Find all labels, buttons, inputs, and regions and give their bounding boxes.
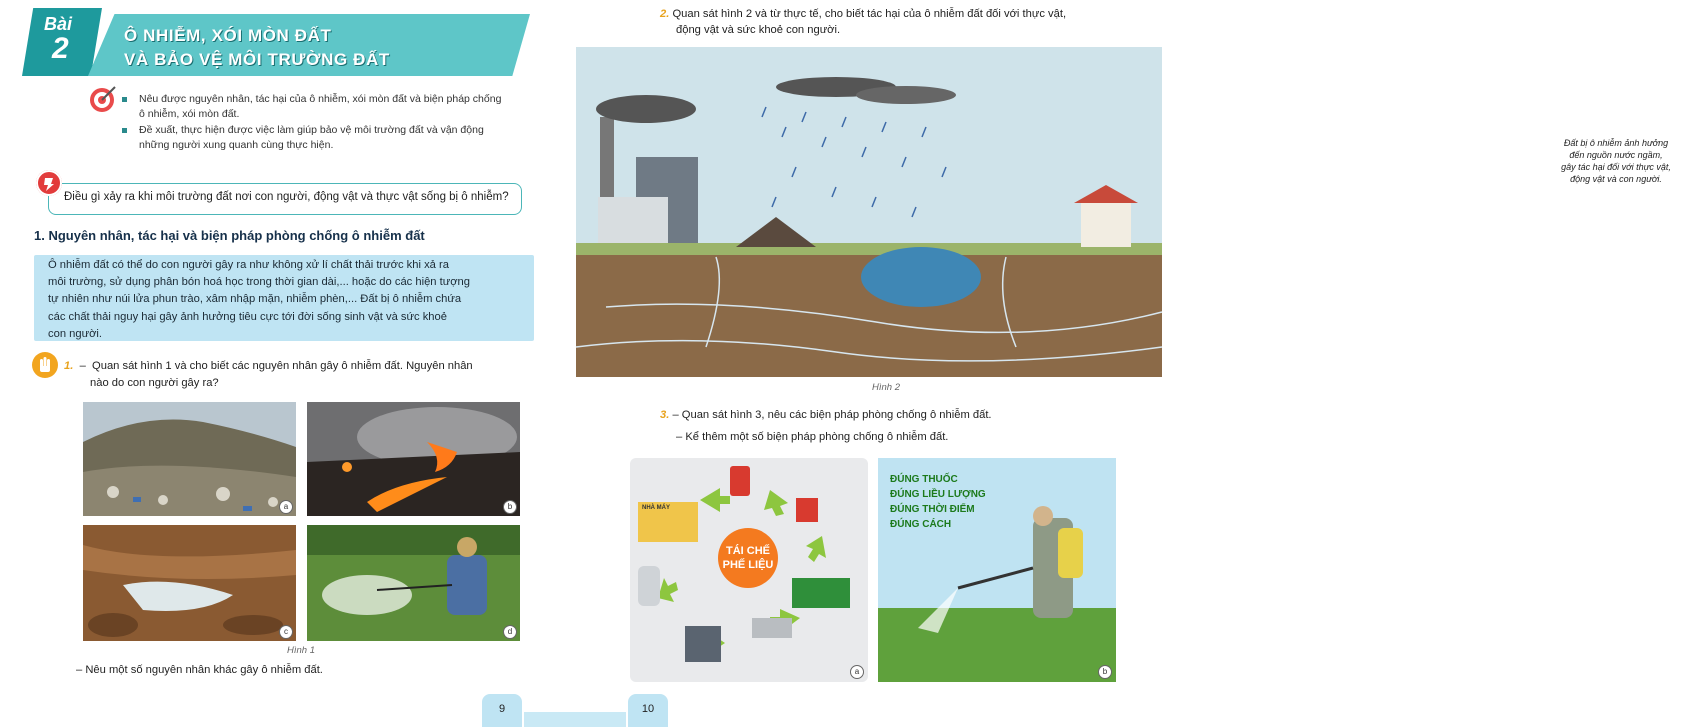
factory-sign: NHÀ MÁY — [642, 505, 670, 511]
section-heading: 1. Nguyên nhân, tác hại và biện pháp phòng chống ô nhiễm đất — [34, 228, 425, 243]
lesson-title-line2: VÀ BẢO VỆ MÔI TRƯỜNG ĐẤT — [124, 50, 390, 69]
photo-polluted-soil — [83, 525, 296, 641]
q1-line2: nào do con người gây ra? — [90, 377, 219, 389]
objective-item: Đề xuất, thực hiện được việc làm giúp bảo vệ môi trường đất và vận động những người xung quanh cùng thực hiện. — [122, 123, 522, 153]
page-tab — [524, 712, 626, 727]
photo-tag: d — [503, 625, 517, 639]
warmup-icon — [36, 170, 62, 196]
speech-bubble: Đất bị ô nhiễm ảnh hưởng đến nguồn nước ngầm, gây tác hại đối với thực vật, động vật và con người. — [1550, 131, 1682, 201]
figure2-illustration — [576, 47, 1671, 377]
lesson-title-line1: Ô NHIỄM, XÓI MÒN ĐẤT — [124, 26, 332, 45]
photo-tag: a — [279, 500, 293, 514]
q1-extra: – Nêu một số nguyên nhân khác gây ô nhiễm đất. — [76, 664, 323, 676]
photo-volcano — [307, 402, 520, 516]
q2-line1: 2. Quan sát hình 2 và từ thực tế, cho biết tác hại của ô nhiễm đất đối với thực vật, — [660, 8, 1067, 20]
spray-rules: ĐÚNG THUỐC ĐÚNG LIỀU LƯỢNG ĐÚNG THỜI ĐIỂM ĐÚNG CÁCH — [890, 474, 986, 530]
q1-line1: 1. – Quan sát hình 1 và cho biết các nguyên nhân gây ô nhiễm đất. Nguyên nhân — [64, 360, 473, 372]
recycle-label-1: TÁI CHẾ — [726, 545, 770, 557]
figure-tag: a — [850, 665, 864, 679]
recycle-label-2: PHẾ LIỆU — [722, 559, 774, 571]
q3-line2: – Kể thêm một số biện pháp phòng chống ô nhiễm đất. — [676, 431, 949, 443]
photo-pesticide-spray — [307, 525, 520, 641]
photo-tag: c — [279, 625, 293, 639]
hand-icon — [32, 352, 58, 378]
figure1-caption: Hình 1 — [287, 645, 315, 656]
lesson-number: 2 — [52, 32, 69, 65]
lesson-label: Bài — [44, 14, 73, 34]
q3-line1: 3. – Quan sát hình 3, nêu các biện pháp phòng chống ô nhiễm đất. — [660, 409, 992, 421]
page-number-left: 9 — [482, 694, 522, 727]
figure3b-spraying — [878, 458, 1116, 682]
q2-line2: động vật và sức khoẻ con người. — [676, 24, 841, 36]
figure2-caption: Hình 2 — [872, 382, 900, 393]
info-text: Ô nhiễm đất có thể do con người gây ra như không xử lí chất thải trước khi xả ra môi trường, sử dụng phân bón hoá học trong thời gian dài,... hoặc do các hiện tượng tự nhiên như núi lửa phun trào, xâm nhập mặn, nhiễm phèn,... Đất bị ô nhiễm chứa các chất thải nguy hại gây ảnh hưởng tiêu cực tới đời sống sinh vật và sức khoẻ con người. — [48, 259, 471, 340]
photo-tag: b — [503, 500, 517, 514]
objective-item: Nêu được nguyên nhân, tác hại của ô nhiễm, xói mòn đất và biện pháp chống ô nhiễm, xói mòn đất. — [122, 92, 522, 122]
target-icon — [88, 84, 118, 114]
figure-tag: b — [1098, 665, 1112, 679]
photo-landfill — [83, 402, 296, 516]
warmup-question: Điều gì xảy ra khi môi trường đất nơi con người, động vật và thực vật sống bị ô nhiễm? — [64, 191, 509, 203]
page-number-right: 10 — [628, 694, 668, 727]
figure3a-recycling — [630, 458, 868, 682]
